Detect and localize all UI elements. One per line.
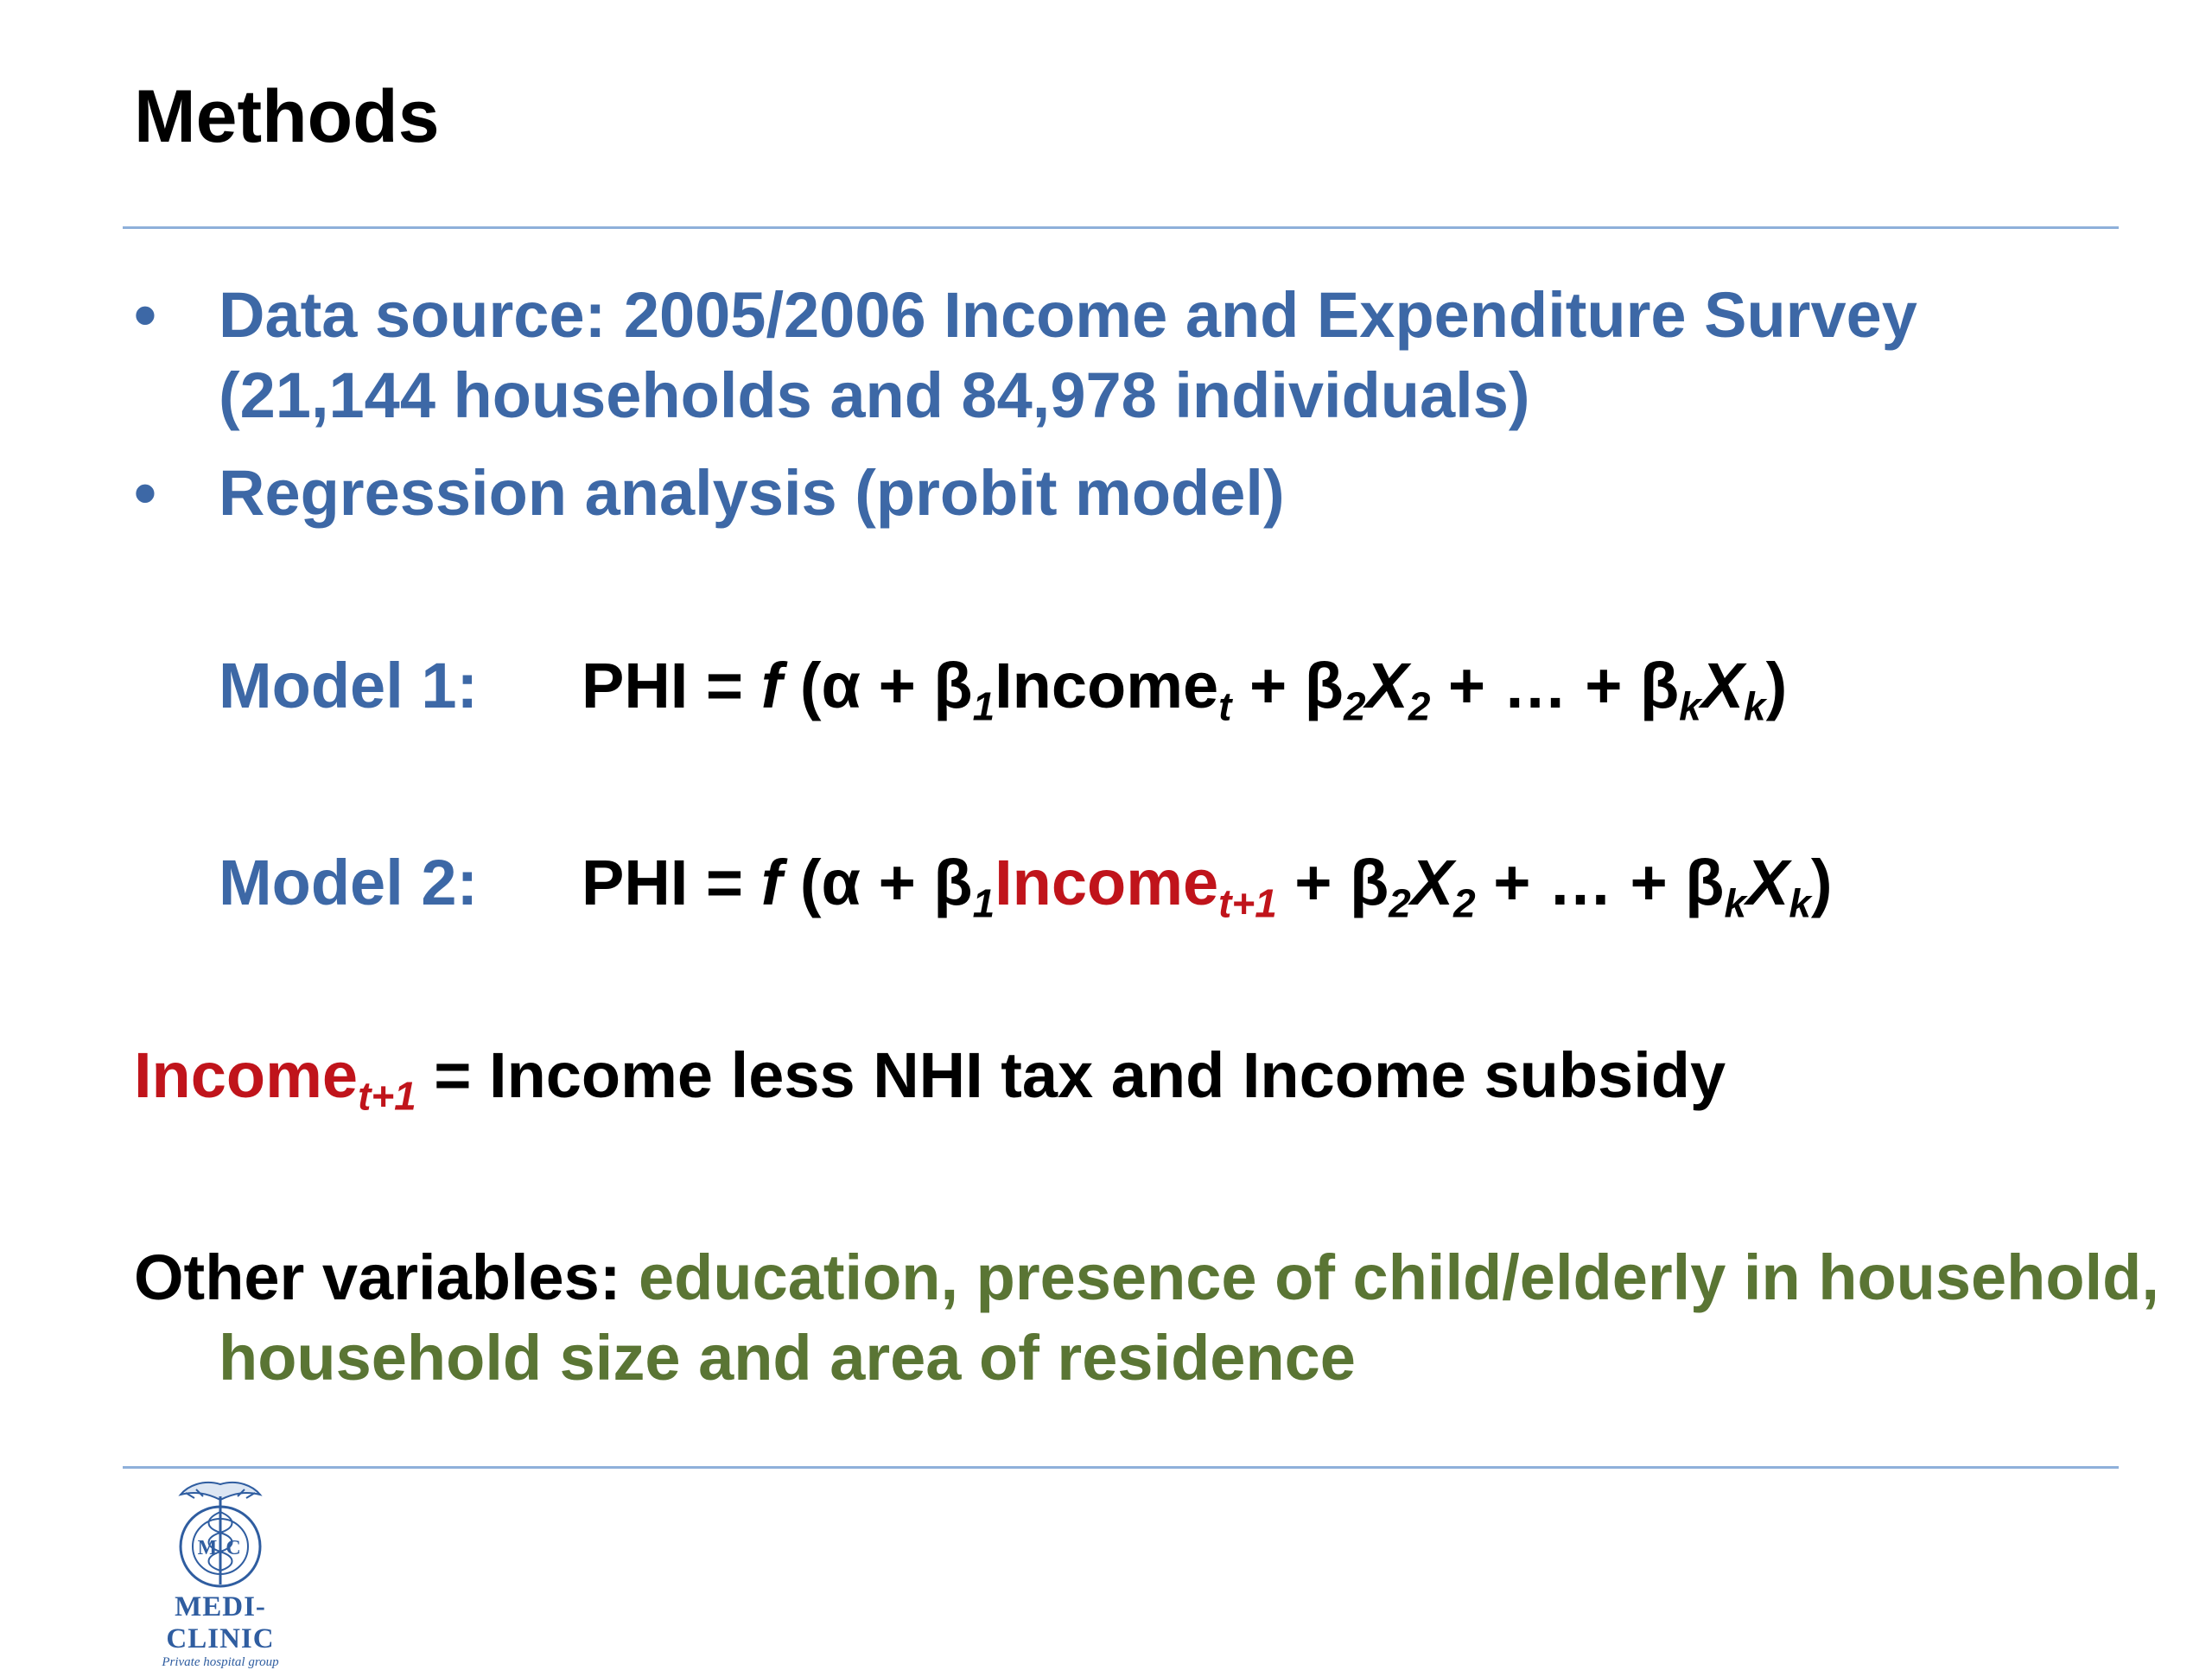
svg-text:M: M	[197, 1537, 218, 1559]
equation: PHI = f ($\alpha + \beta_1Income_t + \beta_2X_2$ + … + $\beta_kX_k$)	[582, 650, 1788, 729]
bullet-marker: •	[134, 279, 156, 351]
medi-clinic-logo	[121, 1477, 320, 1669]
model-1-equation	[219, 650, 1788, 729]
bullet-regression	[134, 453, 2121, 533]
footer-divider	[123, 1466, 2119, 1469]
model-label: Model 2:	[219, 847, 479, 918]
model-2-equation	[219, 847, 1833, 926]
definition-term-subscript: t+1	[358, 1073, 416, 1119]
income-next-term: Income	[995, 847, 1219, 918]
bullet-data-source	[134, 275, 2121, 435]
bullet-marker: •	[134, 457, 156, 529]
equation: PHI = f ($\alpha + \beta_1Income_{t+1} + \beta_2X_2$ + … + $\beta_kX_k$)	[582, 847, 1833, 926]
logo-wordmark: MEDI-CLINIC	[166, 1591, 275, 1654]
caduceus-seal-icon	[168, 1477, 272, 1590]
bullet-text: Data source: 2005/2006 Income and Expenditure Survey (21,144 households and 84,978 individuals)	[219, 279, 1917, 431]
other-variables-list: education, presence of child/elderly in household, household size and area of residence	[219, 1241, 2159, 1394]
bullet-list	[134, 275, 2121, 550]
logo-tagline: Private hospital group	[162, 1655, 279, 1669]
title-divider	[123, 226, 2119, 229]
slide-title: Methods	[134, 75, 440, 158]
other-variables-label: Other variables:	[134, 1241, 639, 1313]
model-label: Model 1:	[219, 650, 479, 721]
svg-text:C: C	[226, 1537, 241, 1559]
bullet-text: Regression analysis (probit model)	[219, 457, 1285, 529]
other-variables	[134, 1237, 2163, 1398]
definition-text: = Income less NHI tax and Income subsidy	[416, 1039, 1726, 1111]
income-term: Income	[995, 650, 1219, 721]
income-definition	[134, 1039, 1726, 1119]
definition-term: Income	[134, 1039, 359, 1111]
